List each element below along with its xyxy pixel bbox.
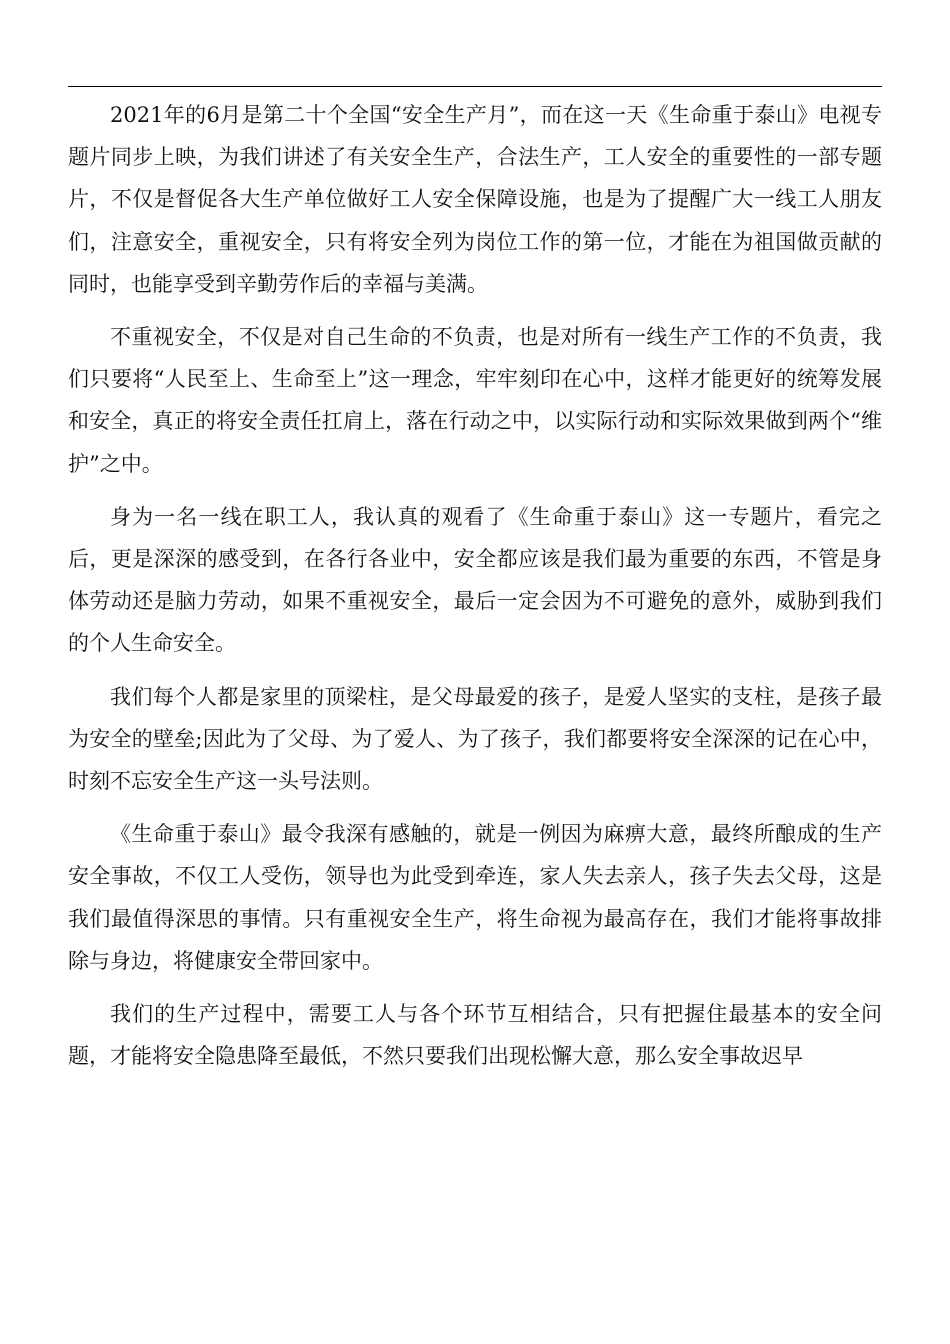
- paragraph-4: 我们每个人都是家里的顶梁柱，是父母最爱的孩子，是爱人坚实的支柱，是孩子最为安全的壁垒;因此为了父母、为了爱人、为了孩子，我们都要将安全深深的记在心中，时刻不忘安全生产这一头号法则。: [68, 684, 882, 794]
- document-body: [68, 94, 882, 1088]
- paragraph-3: 身为一名一线在职工人，我认真的观看了《生命重于泰山》这一专题片，看完之后，更是深深的感受到，在各行各业中，安全都应该是我们最为重要的东西，不管是身体劳动还是脑力劳动，如果不重视安全，最后一定会因为不可避免的意外，威胁到我们的个人生命安全。: [68, 504, 882, 656]
- paragraph-6: 我们的生产过程中，需要工人与各个环节互相结合，只有把握住最基本的安全问题，才能将安全隐患降至最低，不然只要我们出现松懈大意，那么安全事故迟早: [68, 1002, 882, 1069]
- paragraph-2: 不重视安全，不仅是对自己生命的不负责，也是对所有一线生产工作的不负责，我们只要将“人民至上、生命至上”这一理念，牢牢刻印在心中，这样才能更好的统筹发展和安全，真正的将安全责任扛肩上，落在行动之中，以实际行动和实际效果做到两个“维护”之中。: [68, 325, 882, 476]
- paragraph-1: 2021年的6月是第二十个全国“安全生产月”，而在这一天《生命重于泰山》电视专题片同步上映，为我们讲述了有关安全生产，合法生产，工人安全的重要性的一部专题片，不仅是督促各大生产单位做好工人安全保障设施，也是为了提醒广大一线工人朋友们，注意安全，重视安全，只有将安全列为岗位工作的第一位，才能在为祖国做贡献的同时，也能享受到辛勤劳作后的幸福与美满。: [68, 103, 882, 296]
- header-rule: [68, 86, 882, 87]
- paragraph-5: 《生命重于泰山》最令我深有感触的，就是一例因为麻痹大意，最终所酿成的生产安全事故，不仅工人受伤，领导也为此受到牵连，家人失去亲人，孩子失去父母，这是我们最值得深思的事情。只有重视安全生产，将生命视为最高存在，我们才能将事故排除与身边，将健康安全带回家中。: [68, 822, 882, 973]
